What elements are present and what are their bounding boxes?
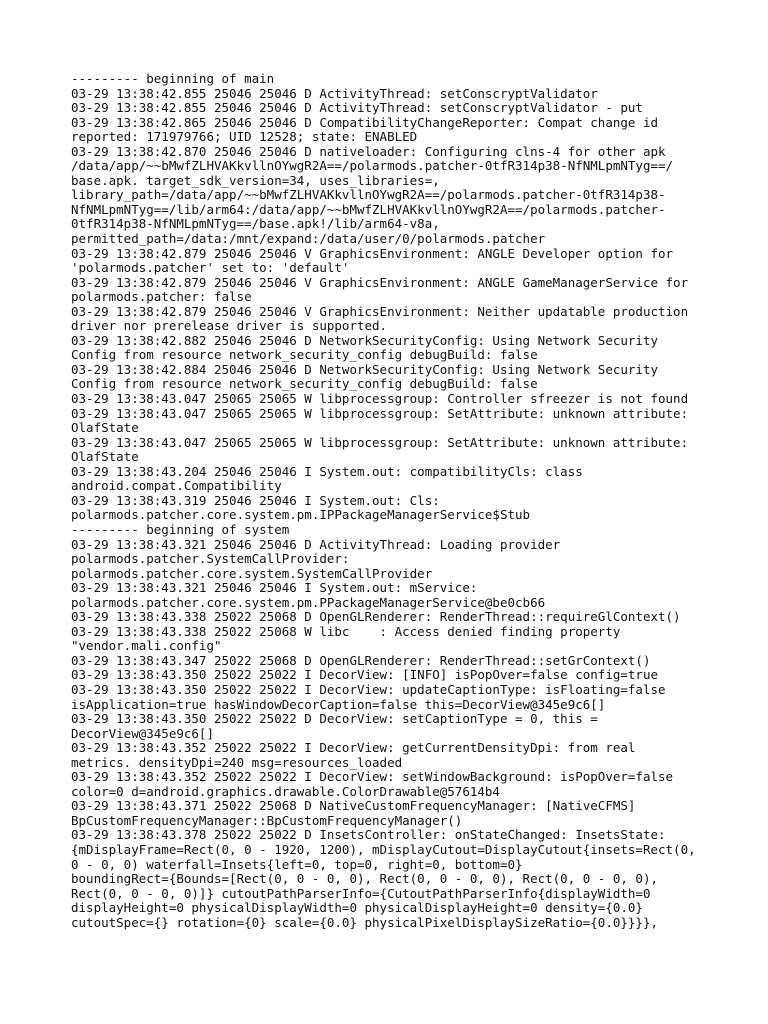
log-line: 03-29 13:38:43.347 25022 25068 D OpenGLRenderer: RenderThread::setGrContext()	[71, 652, 651, 668]
log-line: 03-29 13:38:43.338 25022 25068 W libc : Access denied finding property	[71, 623, 621, 639]
log-line: boundingRect={Bounds=[Rect(0, 0 - 0, 0), Rect(0, 0 - 0, 0), Rect(0, 0 - 0, 0),	[71, 871, 658, 887]
log-line: displayHeight=0 physicalDisplayWidth=0 physicalDisplayHeight=0 density={0.0}	[71, 900, 643, 916]
log-line: Rect(0, 0 - 0, 0)]} cutoutPathParserInfo={CutoutPathParserInfo{displayWidth=0	[71, 885, 651, 901]
log-line: android.compat.Compatibility	[71, 478, 282, 494]
log-line: permitted_path=/data:/mnt/expand:/data/user/0/polarmods.patcher	[71, 231, 546, 247]
log-line: NfNMLpmNTyg==/lib/arm64:/data/app/~~bMwfZLHVAKkvllnOYwgR2A==/polarmods.patcher-	[71, 201, 666, 217]
log-line: 0tfR314p38-NfNMLpmNTyg==/base.apk!/lib/arm64-v8a,	[71, 216, 440, 232]
log-line: {mDisplayFrame=Rect(0, 0 - 1920, 1200), mDisplayCutout=DisplayCutout{insets=Rect(0,	[71, 841, 696, 857]
log-line: OlafState	[71, 420, 139, 436]
log-line: polarmods.patcher.core.system.SystemCallProvider	[71, 565, 433, 581]
log-line: 03-29 13:38:42.879 25046 25046 V GraphicsEnvironment: Neither updatable production	[71, 303, 689, 319]
log-line: /data/app/~~bMwfZLHVAKkvllnOYwgR2A==/polarmods.patcher-0tfR314p38-NfNMLpmNTyg==/	[71, 158, 674, 174]
log-line: 03-29 13:38:43.350 25022 25022 D DecorView: setCaptionType = 0, this =	[71, 711, 598, 727]
log-line: 'polarmods.patcher' set to: 'default'	[71, 260, 350, 276]
log-line: polarmods.patcher.core.system.pm.PPackageManagerService@be0cb66	[71, 594, 546, 610]
log-line: OlafState	[71, 449, 139, 465]
log-text-block	[71, 72, 701, 930]
log-line: --------- beginning of main	[71, 71, 275, 86]
log-line: base.apk. target_sdk_version=34, uses_libraries=,	[71, 172, 440, 188]
log-line: 03-29 13:38:43.338 25022 25068 D OpenGLRenderer: RenderThread::requireGlContext()	[71, 609, 681, 625]
log-line: --------- beginning of system	[71, 521, 290, 537]
log-line: DecorView@345e9c6[]	[71, 725, 214, 741]
log-line: cutoutSpec={} rotation={0} scale={0.0} physicalPixelDisplaySizeRatio={0.0}}}},	[71, 914, 658, 930]
log-line: 03-29 13:38:43.321 25046 25046 D ActivityThread: Loading provider	[71, 536, 561, 552]
log-line: polarmods.patcher: false	[71, 289, 252, 305]
log-line: polarmods.patcher.core.system.pm.IPPackageManagerService$Stub	[71, 507, 531, 523]
log-line: 03-29 13:38:42.882 25046 25046 D NetworkSecurityConfig: Using Network Security	[71, 332, 658, 348]
log-line: 03-29 13:38:43.321 25046 25046 I System.out: mService:	[71, 580, 478, 596]
log-line: BpCustomFrequencyManager::BpCustomFrequencyManager()	[71, 812, 463, 828]
log-line: 03-29 13:38:42.855 25046 25046 D ActivityThread: setConscryptValidator	[71, 85, 598, 101]
log-line: color=0 d=android.graphics.drawable.ColorDrawable@57614b4	[71, 783, 500, 799]
log-line: 03-29 13:38:42.879 25046 25046 V GraphicsEnvironment: ANGLE Developer option for	[71, 245, 674, 261]
log-line: 03-29 13:38:42.855 25046 25046 D ActivityThread: setConscryptValidator - put	[71, 100, 643, 116]
log-line: 03-29 13:38:43.047 25065 25065 W libprocessgroup: SetAttribute: unknown attribute:	[71, 405, 689, 421]
log-line: 03-29 13:38:43.350 25022 25022 I DecorView: updateCaptionType: isFloating=false	[71, 681, 666, 697]
log-line: reported: 171979766; UID 12528; state: ENABLED	[71, 129, 418, 145]
log-line: 03-29 13:38:42.884 25046 25046 D NetworkSecurityConfig: Using Network Security	[71, 361, 658, 377]
log-line: 03-29 13:38:43.319 25046 25046 I System.out: Cls:	[71, 492, 440, 508]
log-line: "vendor.mali.config"	[71, 638, 222, 654]
log-line: 03-29 13:38:43.352 25022 25022 I DecorView: getCurrentDensityDpi: from real	[71, 740, 636, 756]
log-line: 03-29 13:38:43.047 25065 25065 W libprocessgroup: SetAttribute: unknown attribute:	[71, 434, 689, 450]
log-line: 03-29 13:38:42.865 25046 25046 D CompatibilityChangeReporter: Compat change id	[71, 114, 658, 130]
log-line: driver nor prerelease driver is supported.	[71, 318, 388, 334]
log-line: Config from resource network_security_config debugBuild: false	[71, 347, 538, 363]
log-line: 03-29 13:38:43.350 25022 25022 I DecorView: [INFO] isPopOver=false config=true	[71, 667, 658, 683]
log-line: 03-29 13:38:43.204 25046 25046 I System.out: compatibilityCls: class	[71, 463, 583, 479]
log-line: 03-29 13:38:43.371 25022 25068 D NativeCustomFrequencyManager: [NativeCFMS]	[71, 798, 636, 814]
log-line: 03-29 13:38:43.047 25065 25065 W libprocessgroup: Controller sfreezer is not found	[71, 391, 689, 407]
log-line: library_path=/data/app/~~bMwfZLHVAKkvllnOYwgR2A==/polarmods.patcher-0tfR314p38-	[71, 187, 666, 203]
log-line: 0 - 0, 0) waterfall=Insets{left=0, top=0, right=0, bottom=0}	[71, 856, 523, 872]
log-line: polarmods.patcher.SystemCallProvider:	[71, 551, 350, 567]
log-line: 03-29 13:38:43.352 25022 25022 I DecorView: setWindowBackground: isPopOver=false	[71, 769, 674, 785]
log-line: 03-29 13:38:43.378 25022 25022 D InsetsController: onStateChanged: InsetsState:	[71, 827, 666, 843]
log-line: 03-29 13:38:42.879 25046 25046 V GraphicsEnvironment: ANGLE GameManagerService for	[71, 274, 689, 290]
log-line: metrics. densityDpi=240 msg=resources_loaded	[71, 754, 403, 770]
log-line: Config from resource network_security_config debugBuild: false	[71, 376, 538, 392]
log-line: 03-29 13:38:42.870 25046 25046 D nativeloader: Configuring clns-4 for other apk	[71, 143, 666, 159]
log-line: isApplication=true hasWindowDecorCaption=false this=DecorView@345e9c6[]	[71, 696, 606, 712]
